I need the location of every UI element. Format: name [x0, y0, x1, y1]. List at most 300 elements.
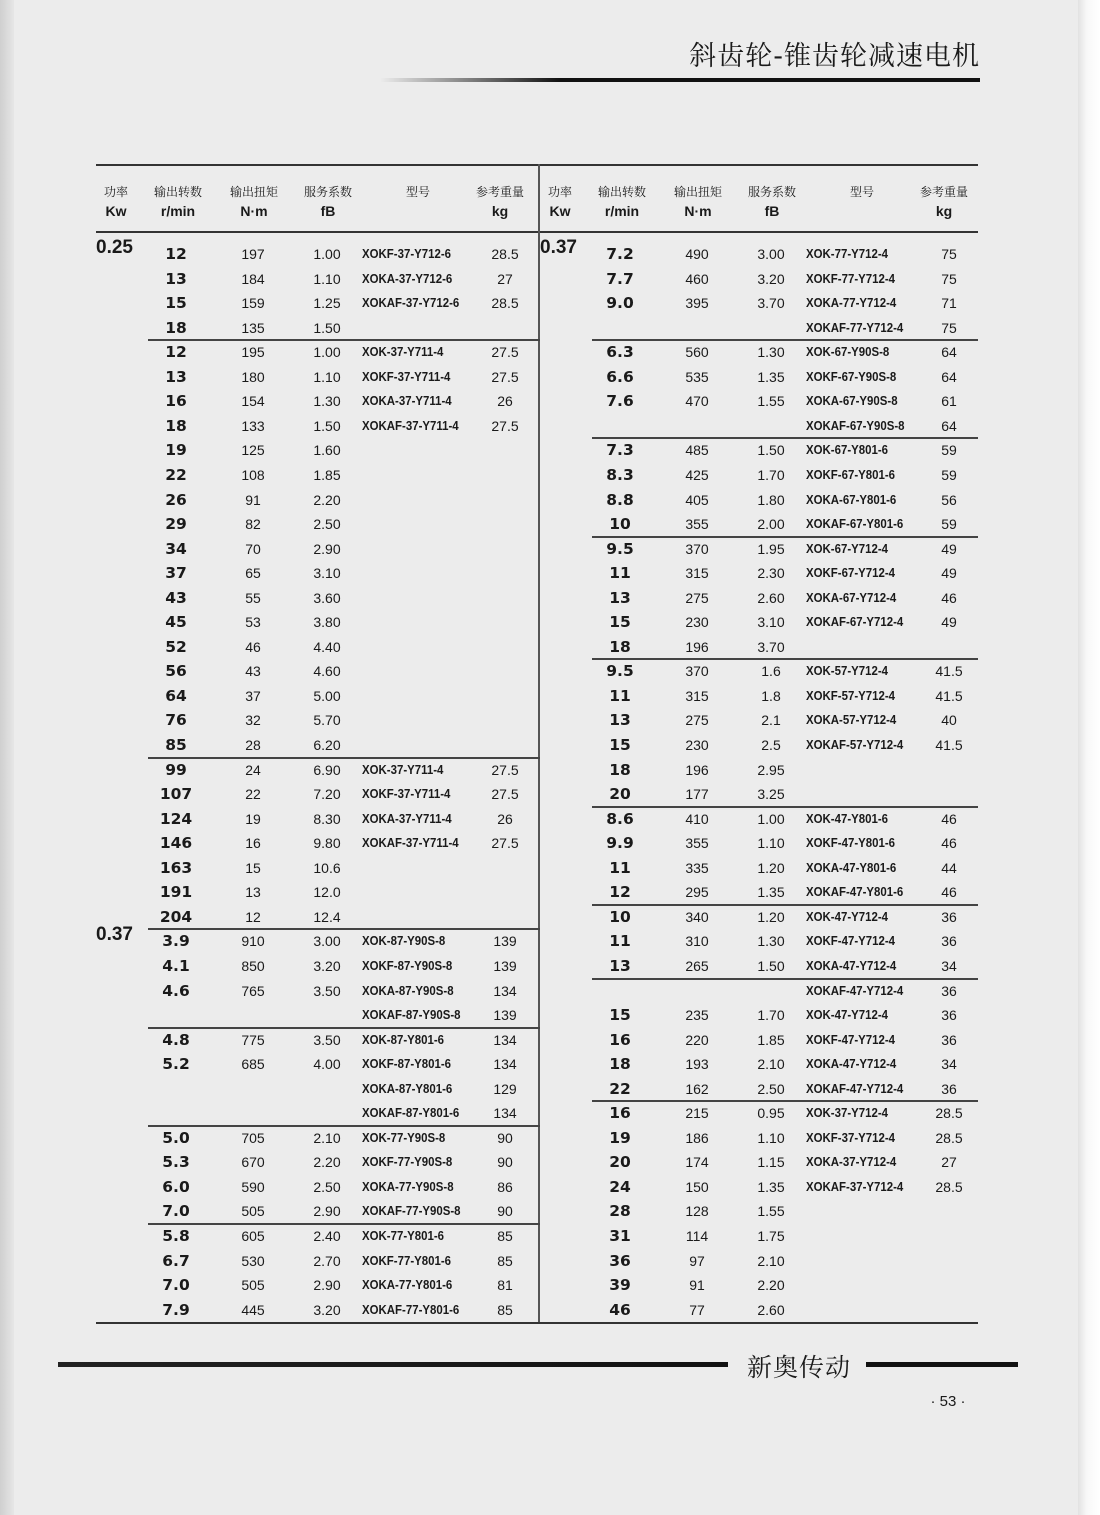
- header-label-unit: Kw: [105, 203, 127, 219]
- cell-kw: [540, 1071, 590, 1096]
- cell-fb: 7.20: [313, 786, 341, 803]
- table-row: [96, 267, 536, 292]
- table-row: [96, 561, 536, 586]
- cell-fb: [750, 414, 792, 439]
- cell-kw: [540, 1120, 590, 1145]
- cell-kw: [540, 1169, 590, 1194]
- cell-fb: 2.10: [757, 1056, 785, 1073]
- group-separator: [592, 978, 978, 980]
- cell-model: XOKA-87-Y90S-8: [362, 982, 454, 998]
- cell-kw: [96, 825, 146, 850]
- table-row: [96, 782, 536, 807]
- cell-fb: 3.80: [313, 614, 341, 631]
- cell-kw: [96, 1144, 146, 1169]
- table-row: [540, 1150, 980, 1175]
- right-table-panel: [540, 164, 982, 1324]
- cell-kg: 41.5: [935, 737, 963, 753]
- cell-kw: [540, 629, 590, 654]
- cell-rpm: 13: [165, 367, 187, 386]
- cell-kw: [540, 1095, 590, 1120]
- header-label-unit: kg: [935, 203, 953, 219]
- group-separator: [592, 1100, 978, 1102]
- cell-model: XOKF-67-Y90S-8: [806, 368, 897, 384]
- cell-kw: [540, 285, 590, 310]
- cell-rpm: [598, 316, 642, 341]
- cell-kw: [96, 457, 146, 482]
- cell-fb: 1.30: [757, 933, 785, 950]
- cell-nm: 77: [689, 1301, 705, 1318]
- cell-model: XOKAF-67-Y712-4: [806, 614, 904, 630]
- cell-model: XOK-67-Y801-6: [806, 442, 889, 458]
- group-separator: [592, 904, 978, 906]
- header-label-unit: fB: [764, 203, 780, 219]
- cell-kw: [540, 1046, 590, 1071]
- table-row: [540, 512, 980, 537]
- cell-nm: 220: [685, 1031, 709, 1048]
- table-row: [540, 561, 980, 586]
- header-label-unit: r/min: [604, 203, 640, 219]
- cell-fb: [306, 1077, 348, 1102]
- cell-nm: 355: [685, 516, 709, 533]
- cell-model: XOKAF-37-Y711-4: [362, 417, 459, 433]
- cell-rpm: 6.3: [606, 343, 634, 362]
- group-separator: [148, 1027, 540, 1029]
- cell-kw: [540, 850, 590, 875]
- cell-kw: [540, 948, 590, 973]
- header-kg: [910, 184, 978, 222]
- cell-kw: [96, 359, 146, 384]
- cell-fb: 2.10: [757, 1252, 785, 1269]
- cell-rpm: 15: [609, 613, 631, 632]
- header-fb: [298, 184, 358, 222]
- cell-kg: 26: [497, 810, 513, 827]
- cell-rpm: 22: [165, 465, 187, 484]
- cell-model: XOKAF-37-Y712-6: [362, 295, 460, 311]
- cell-kg: 28.5: [935, 1178, 963, 1195]
- header-label-zh: 输出扭矩: [673, 185, 722, 199]
- footer-brand: 新奥传动: [746, 1353, 851, 1382]
- cell-kw: [96, 408, 146, 433]
- cell-nm: 460: [685, 270, 709, 287]
- cell-kw: [540, 506, 590, 531]
- cell-model: XOKAF-77-Y801-6: [362, 1301, 460, 1317]
- cell-fb: 2.60: [757, 589, 785, 606]
- cell-model: XOKAF-77-Y712-4: [806, 319, 904, 335]
- cell-rpm: 20: [609, 785, 631, 804]
- cell-nm: 215: [685, 1105, 709, 1122]
- table-row: [540, 1101, 980, 1126]
- cell-nm: 410: [685, 810, 709, 827]
- cell-nm: 265: [685, 957, 709, 974]
- cell-rpm: 5.2: [162, 1055, 190, 1074]
- cell-nm: 70: [245, 540, 261, 557]
- cell-kg: 40: [941, 712, 957, 729]
- cell-rpm: [154, 1077, 198, 1102]
- cell-rpm: 37: [165, 564, 187, 583]
- cell-fb: 1.8: [761, 687, 781, 704]
- cell-nm: 159: [241, 295, 265, 312]
- cell-kw: [96, 1193, 146, 1218]
- cell-kg: 59: [941, 442, 957, 459]
- cell-kw: [540, 1243, 590, 1268]
- cell-kg: 44: [941, 859, 957, 876]
- table-row: [96, 1052, 536, 1077]
- cell-model: [806, 1224, 912, 1249]
- cell-kg: 75: [941, 270, 957, 287]
- cell-rpm: 5.3: [162, 1153, 190, 1172]
- cell-nm: 16: [245, 835, 261, 852]
- table-row: [540, 635, 980, 660]
- cell-nm: 425: [685, 466, 709, 483]
- cell-nm: 470: [685, 393, 709, 410]
- cell-model: XOK-77-Y801-6: [362, 1228, 445, 1243]
- cell-rpm: 12: [165, 245, 187, 263]
- table-row: [96, 365, 536, 390]
- cell-rpm: 107: [159, 785, 193, 804]
- cell-kw: 0.37: [96, 924, 133, 946]
- cell-model: XOK-67-Y712-4: [806, 540, 889, 556]
- cell-rpm: 11: [609, 932, 631, 951]
- cell-nm: 310: [685, 933, 709, 950]
- table-row: [96, 856, 536, 881]
- cell-kw: [540, 580, 590, 605]
- cell-kg: 75: [941, 319, 957, 336]
- cell-kw: [540, 1292, 590, 1317]
- cell-rpm: 5.8: [162, 1227, 190, 1245]
- cell-kw: 0.25: [96, 237, 133, 258]
- table-row: [96, 831, 536, 856]
- cell-kw: [540, 1193, 590, 1218]
- cell-model: [362, 463, 468, 488]
- cell-nm: 535: [685, 368, 709, 385]
- cell-kg: 56: [941, 491, 957, 508]
- cell-model: XOKA-67-Y90S-8: [806, 393, 898, 409]
- table-row: [96, 758, 536, 783]
- cell-rpm: 4.1: [162, 956, 190, 975]
- cell-kg: 134: [493, 1056, 517, 1073]
- cell-rpm: 12: [165, 343, 187, 362]
- cell-kg: 134: [493, 1105, 517, 1122]
- cell-model: XOKA-47-Y712-4: [806, 957, 897, 973]
- cell-fb: 1.35: [757, 368, 785, 385]
- cell-kg: [486, 561, 524, 586]
- cell-kg: [486, 880, 524, 905]
- cell-fb: 1.6: [761, 663, 781, 680]
- cell-nm: 24: [245, 761, 261, 778]
- cell-kg: [930, 1298, 968, 1323]
- cell-kg: 28.5: [491, 246, 519, 262]
- cell-kw: [540, 334, 590, 359]
- cell-fb: 2.90: [313, 1203, 341, 1220]
- table-row: [96, 512, 536, 537]
- table-row: [540, 340, 980, 365]
- header-kw: [540, 184, 580, 222]
- cell-nm: 13: [245, 884, 261, 901]
- cell-nm: 490: [685, 246, 709, 262]
- cell-kg: 49: [941, 614, 957, 631]
- cell-rpm: 10: [609, 515, 631, 534]
- table-row: [540, 1003, 980, 1028]
- cell-model: [806, 1249, 912, 1274]
- header-label-unit: r/min: [160, 203, 196, 219]
- cell-nm: 775: [241, 1031, 265, 1048]
- cell-fb: 2.10: [313, 1129, 341, 1146]
- cell-nm: 590: [241, 1178, 265, 1195]
- cell-model: XOKA-67-Y801-6: [806, 491, 897, 507]
- cell-fb: 4.40: [313, 638, 341, 655]
- cell-rpm: 99: [165, 760, 187, 779]
- cell-kg: 49: [941, 540, 957, 557]
- cell-model: XOKAF-67-Y90S-8: [806, 417, 905, 433]
- cell-fb: 2.20: [313, 1154, 341, 1171]
- cell-nm: 97: [689, 1252, 705, 1269]
- cell-fb: 1.00: [313, 246, 341, 262]
- cell-rpm: 18: [165, 318, 187, 337]
- cell-nm: 150: [685, 1178, 709, 1195]
- table-row: [96, 924, 536, 954]
- group-separator: [592, 658, 978, 660]
- cell-model: XOKA-47-Y801-6: [806, 859, 897, 875]
- table-row: [96, 807, 536, 832]
- cell-kg: 134: [493, 1031, 517, 1048]
- cell-rpm: 85: [165, 736, 187, 754]
- cell-fb: 3.50: [313, 982, 341, 999]
- cell-model: XOKF-57-Y712-4: [806, 687, 896, 703]
- cell-model: [362, 684, 468, 709]
- cell-rpm: 16: [609, 1030, 631, 1049]
- cell-fb: 12.0: [313, 884, 341, 901]
- cell-rpm: 15: [609, 736, 631, 754]
- cell-nm: [230, 1077, 276, 1102]
- cell-rpm: 8.8: [606, 490, 634, 509]
- cell-fb: 2.5: [761, 737, 781, 753]
- table-row: [96, 463, 536, 488]
- cell-fb: 1.50: [313, 319, 341, 336]
- table-row: [96, 316, 536, 341]
- cell-kg: 134: [493, 982, 517, 999]
- cell-fb: 5.70: [313, 712, 341, 729]
- table-row: [96, 488, 536, 513]
- header-model: [830, 184, 894, 200]
- cell-fb: 1.10: [757, 835, 785, 852]
- table-row: [540, 929, 980, 954]
- cell-model: XOKF-87-Y801-6: [362, 1056, 452, 1072]
- cell-fb: 2.50: [313, 1178, 341, 1195]
- cell-kw: [96, 1292, 146, 1317]
- cell-model: [806, 635, 912, 660]
- cell-model: XOKF-47-Y801-6: [806, 835, 896, 851]
- cell-model: [806, 1273, 912, 1298]
- cell-fb: 2.70: [313, 1252, 341, 1269]
- cell-fb: 2.60: [757, 1301, 785, 1318]
- cell-nm: 230: [685, 614, 709, 631]
- header-nm: [224, 184, 284, 222]
- cell-nm: 340: [685, 908, 709, 925]
- footer-rule-left: [58, 1362, 728, 1367]
- cell-model: XOKF-67-Y712-4: [806, 565, 896, 581]
- cell-kw: [96, 334, 146, 359]
- cell-rpm: 10: [609, 907, 631, 926]
- group-separator: [148, 339, 540, 341]
- cell-kg: 129: [493, 1080, 517, 1097]
- cell-rpm: [154, 1003, 198, 1028]
- cell-nm: 670: [241, 1154, 265, 1171]
- cell-kg: [486, 463, 524, 488]
- cell-nm: 335: [685, 859, 709, 876]
- cell-nm: 108: [241, 466, 265, 483]
- table-row: [96, 438, 536, 463]
- cell-kw: [96, 1046, 146, 1071]
- cell-nm: 195: [241, 344, 265, 361]
- cell-nm: 315: [685, 565, 709, 582]
- table-row: [96, 1273, 536, 1298]
- title-underline: [380, 78, 980, 82]
- cell-kw: [96, 1071, 146, 1096]
- table-row: [96, 1298, 536, 1323]
- cell-fb: 1.80: [757, 491, 785, 508]
- spec-table: [96, 164, 978, 1324]
- header-label-zh: 型号: [849, 185, 874, 199]
- cell-nm: 15: [245, 859, 261, 876]
- cell-rpm: 7.0: [162, 1202, 190, 1221]
- page-number: · 53 ·: [930, 1393, 966, 1410]
- cell-kg: 27: [497, 270, 513, 287]
- cell-fb: 1.20: [757, 908, 785, 925]
- cell-rpm: 204: [159, 907, 193, 926]
- cell-fb: 2.30: [757, 565, 785, 582]
- cell-model: XOK-87-Y801-6: [362, 1031, 445, 1047]
- cell-nm: 128: [685, 1203, 709, 1220]
- table-row: [540, 1175, 980, 1200]
- cell-kg: [930, 635, 968, 660]
- cell-kw: [540, 432, 590, 457]
- cell-nm: 28: [245, 737, 261, 753]
- cell-rpm: 76: [165, 711, 187, 730]
- cell-kw: [540, 776, 590, 801]
- cell-fb: 1.55: [757, 1203, 785, 1220]
- cell-kg: 64: [941, 344, 957, 361]
- cell-model: [806, 758, 912, 783]
- cell-kg: [930, 1199, 968, 1224]
- cell-fb: 1.35: [757, 1178, 785, 1195]
- cell-nm: 505: [241, 1203, 265, 1220]
- cell-nm: 370: [685, 540, 709, 557]
- cell-fb: 3.70: [757, 295, 785, 312]
- cell-rpm: 4.6: [162, 981, 190, 1000]
- cell-kg: 46: [941, 884, 957, 901]
- table-row: [540, 586, 980, 611]
- cell-fb: 2.90: [313, 540, 341, 557]
- cell-nm: [674, 316, 720, 341]
- cell-fb: 2.50: [757, 1080, 785, 1097]
- cell-nm: 235: [685, 1007, 709, 1024]
- cell-kg: 28.5: [935, 1105, 963, 1122]
- cell-fb: 4.00: [313, 1056, 341, 1073]
- cell-kw: [540, 408, 590, 433]
- cell-rpm: 20: [609, 1153, 631, 1172]
- table-row: [96, 586, 536, 611]
- cell-kw: [540, 383, 590, 408]
- cell-model: [362, 905, 468, 930]
- cell-rpm: 11: [609, 686, 631, 705]
- page-edge-shadow: [0, 0, 14, 1515]
- table-row: [540, 1077, 980, 1102]
- table-row: [540, 1126, 980, 1151]
- cell-fb: [306, 1003, 348, 1028]
- cell-kg: 49: [941, 565, 957, 582]
- cell-kw: [540, 1144, 590, 1169]
- cell-kg: 64: [941, 368, 957, 385]
- cell-nm: 154: [241, 393, 265, 410]
- cell-rpm: 52: [165, 637, 187, 656]
- cell-kg: 64: [941, 417, 957, 434]
- cell-nm: 193: [685, 1056, 709, 1073]
- cell-model: XOKF-77-Y712-4: [806, 270, 896, 286]
- cell-model: XOKAF-47-Y712-4: [806, 982, 904, 998]
- cell-nm: 196: [685, 761, 709, 778]
- cell-nm: 275: [685, 712, 709, 729]
- cell-nm: 230: [685, 737, 709, 753]
- cell-model: XOKA-37-Y711-4: [362, 810, 452, 826]
- table-row: [540, 365, 980, 390]
- cell-kg: 28.5: [935, 1129, 963, 1146]
- cell-rpm: 5.0: [162, 1128, 190, 1147]
- cell-rpm: 56: [165, 662, 187, 681]
- cell-kg: 71: [941, 295, 957, 312]
- cell-rpm: 16: [609, 1104, 631, 1123]
- cell-nm: 184: [241, 270, 265, 287]
- table-row: [96, 237, 536, 267]
- cell-model: [362, 610, 468, 635]
- table-row: [540, 1273, 980, 1298]
- header-label-unit: N·m: [240, 203, 268, 219]
- cell-kw: [96, 1267, 146, 1292]
- cell-kw: [540, 359, 590, 384]
- cell-kw: [96, 678, 146, 703]
- cell-kg: 59: [941, 516, 957, 533]
- cell-model: XOKF-37-Y712-4: [806, 1129, 896, 1145]
- cell-nm: 197: [241, 246, 265, 262]
- cell-kw: [96, 776, 146, 801]
- group-separator: [592, 806, 978, 808]
- header-label-zh: 输出转数: [153, 185, 202, 199]
- cell-kw: [540, 261, 590, 286]
- header-label-zh: 输出转数: [597, 185, 646, 199]
- cell-fb: 1.70: [757, 466, 785, 483]
- cell-rpm: 36: [609, 1251, 631, 1270]
- cell-kw: [96, 604, 146, 629]
- cell-fb: 1.50: [757, 442, 785, 459]
- cell-nm: 19: [245, 810, 261, 827]
- cell-kw: [540, 752, 590, 777]
- table-row: [540, 880, 980, 905]
- cell-kg: [486, 586, 524, 611]
- cell-model: [362, 635, 468, 660]
- cell-rpm: 15: [165, 294, 187, 313]
- cell-nm: 46: [245, 638, 261, 655]
- cell-fb: 1.50: [313, 417, 341, 434]
- cell-nm: 685: [241, 1056, 265, 1073]
- cell-rpm: 12: [609, 883, 631, 902]
- table-row: [96, 708, 536, 733]
- header-label-zh: 参考重量: [919, 185, 968, 199]
- cell-model: [362, 438, 468, 463]
- cell-fb: 1.55: [757, 393, 785, 410]
- cell-kw: [96, 1022, 146, 1047]
- table-row: [540, 237, 980, 267]
- cell-kg: 34: [941, 1056, 957, 1073]
- table-row: [96, 684, 536, 709]
